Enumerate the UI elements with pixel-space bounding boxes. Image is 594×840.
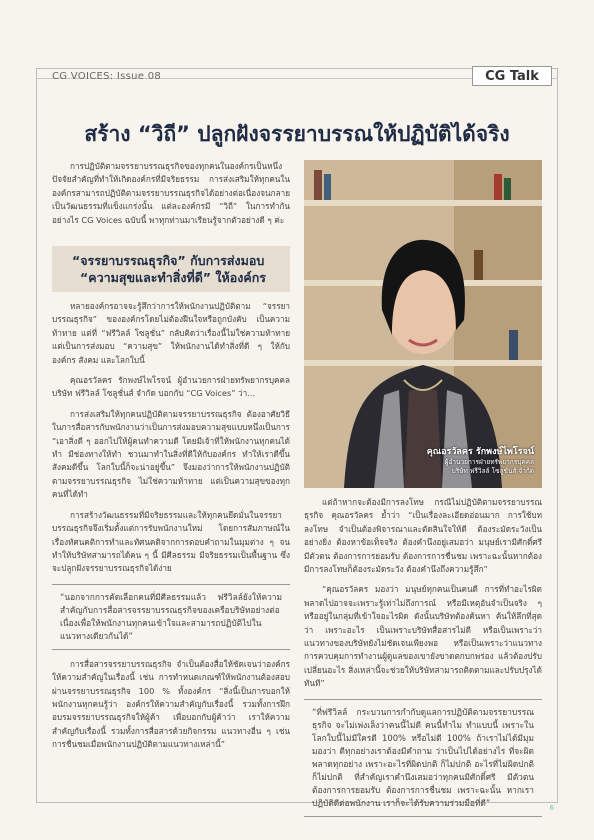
intro-column [52, 160, 290, 234]
right-paragraph: แต่ถ้าหากจะต้องมีการลงโทษ กรณีไม่ปฏิบัติตามจรรยาบรรณธุรกิจ คุณอรวัลคร ย้ำว่า “เป็นเรื่องละเอียดอ่อนมาก การใช้บทลงโทษ จำเป็นต้องพิจารณาและตัดสินใจให้ดี ต้องระมัดระวังเป็นอย่างยิ่ง ต้องหาข้อเท็จจริง ต้องคำนึงอยู่เสมอว่า มนุษย์เรามีศักดิ์ศรี มีตัวตน ต้องการการยอมรับ ต้องการการชื่นชม เพราะฉะนั้นหากต้องมีการลงโทษก็ต้องระมัดระวัง ต้องคำนึงถึงความรู้สึก” [304, 497, 542, 575]
page-number: 6 [549, 804, 554, 812]
callout-box [52, 246, 290, 292]
page-title: สร้าง “วิถี” ปลูกฝังจรรยาบรรณให้ปฏิบัติได้จริง [84, 122, 510, 146]
left-paragraph: การสร้างวัฒนธรรมที่มีจริยธรรมและให้ทุกคนยึดมั่นในจรรยาบรรณธุรกิจจึงเริ่มตั้งแต่การรับพนักงานใหม่ โดยการสัมภาษณ์ในเรื่องทัศนคติการทำและทัศนคติจากการตอบคำถามในมุมต่าง ๆ จนทำให้บริษัทสามารถได้คน ๆ นี้ มีศีลธรรม มีจริยธรรมเป็นพื้นฐาน ซึ่งจะปลูกฝังจรรยาบรรณธุรกิจได้ง่าย [52, 509, 290, 574]
callout-line-1: “จรรยาบรรณธุรกิจ” กับการส่งมอบ [72, 253, 265, 268]
photo-caption-company-line: บริษัท ฟรีวิลล์ โซลูชั่นส์ จำกัด [451, 467, 534, 475]
left-pull-quote: “นอกจากการคัดเลือกคนที่มีศีลธรรมแล้ว ฟรีวิลล์ยังให้ความสำคัญกับการสื่อสารจรรยาบรรณธุรกิจของเครือบริษัทอย่างต่อเนื่องเพื่อให้พนักงานทุกคนเข้าใจและสามารถปฏิบัติไปในแนวทางเดียวกันได้” [52, 584, 290, 650]
callout-line-2: “ความสุขและทำสิ่งที่ดี” ให้องค์กร [80, 270, 266, 285]
left-paragraph: การสื่อสารจรรยาบรรณธุรกิจ จำเป็นต้องสื่อให้ชัดเจนว่าองค์กรให้ความสำคัญในเรื่องนี้ เช่น การทำหนดเกณฑ์ให้พนักงานต้องสอบผ่านจรรยาบรรณธุรกิจ 100 % ทั้งองค์กร “สิ่งนี้เป็นการบอกให้พนักงานทุกคนรู้ว่า องค์กรให้ความสำคัญกับเรื่องนี้ รวมทั้งการฝึกอบรมจรรยาบรรณธุรกิจให้ผู้ค้า เพื่อบอกกับผู้ค้าว่า เราให้ความสำคัญกับเรื่องนี้ รวมทั้งการสื่อสารด้วยกิจกรรม แนวทางอื่น ๆ เช่น การชื่นชมเมื่อพนักงานปฏิบัติตามแนวทางเหล่านี้” [52, 658, 290, 750]
right-pull-quote: “ที่ฟรีวิลล์ กระบวนการกำกับดูแลการปฏิบัติตามจรรยาบรรณธุรกิจ จะไม่เพ่งเล็งว่าคนนี้ไม่ดี คนนี้ทำไม ทำแบบนี้ เพราะในโลกใบนี้ไม่มีใครดี 100% หรือไม่ดี 100% ถ้าเราไม่ได้มีมุมมองว่า ดีทุกอย่างเราต้องมีคำถาม ว่าเป็นไปได้อย่างไร ที่จะผิดพลาดทุกอย่าง เพราะอะไรที่ผิดปกติ ก็ไม่ปกติ อะไรที่ไม่ผิดปกติ ก็ไม่ปกติ ที่สำคัญเราคำนึงเสมอว่าทุกคนมีศักดิ์ศรี มีตัวตน ต้องการการยอมรับ ต้องการการชื่นชม เพราะฉะนั้น หากเราปฏิบัติดีต่อพนักงาน เราก็จะได้รับความร่วมมือที่ดี” [304, 699, 542, 817]
portrait-photo [304, 160, 542, 488]
portrait-illustration [304, 160, 542, 488]
issue-label: CG VOICES: Issue 08 [52, 71, 162, 82]
left-paragraph: การส่งเสริมให้ทุกคนปฏิบัติตามจรรยาบรรณธุรกิจ ต้องอาศัยวิธีในการสื่อสารกับพนักงานว่าเป็นการส่งมอบความสุขแบบหนึ่งเป็นการ “เอาสิ่งดี ๆ ออกไปให้ผู้คนทำความดี โดยมีเจ้าที่ให้พนักงานทุกคนได้ทำ มีช่องทางให้ทำ ชวนมาทำในสิ่งที่ดีให้กับองค์กร ทำให้เราดีขึ้น สังคมดีขึ้น โลกใบนี้ก็จะน่าอยู่ขึ้น” จึงมองว่าการให้พนักงานปฏิบัติตามจรรยาบรรณธุรกิจ ไม่ใช่ความท้าทาย แต่เป็นความสุขของทุกคนที่ได้ทำ [52, 408, 290, 500]
section-tag: CG Talk [472, 66, 552, 86]
left-paragraph: คุณอรวัลคร รักพงษ์ไพโรจน์ ผู้อำนวยการฝ่ายทรัพยากรบุคคล บริษัท ฟรีวิลล์ โซลูชั่นส์ จำกัด บอกกับ “CG Voices” ว่า... [52, 375, 290, 399]
photo-caption-name: คุณอรวัลคร รักพงษ์ไพโรจน์ [426, 447, 534, 457]
photo-caption-role-line: ผู้อำนวยการฝ่ายทรัพยากรบุคคล [444, 458, 534, 466]
intro-paragraph: การปฏิบัติตามจรรยาบรรณธุรกิจของทุกคนในองค์กรเป็นหนึ่งปัจจัยสำคัญที่ทำให้เกิดองค์กรที่มีจริยธรรม การส่งเสริมให้ทุกคนในองค์กรสามารถปฏิบัติตามจรรยาบรรณธุรกิจได้อย่างต่อเนื่องจนกลายเป็นวัฒนธรรมที่แข็งแกร่งนั้น แต่ละองค์กรมี “วิถี” ในการทำกันอย่างไร CG Voices ฉบับนี้ พาทุกท่านมาเรียนรู้จากตัวอย่างดี ๆ ค่ะ [52, 161, 290, 225]
left-paragraph: หลายองค์กรอาจจะรู้สึกว่าการให้พนักงานปฏิบัติตาม “จรรยาบรรณธุรกิจ” ขององค์กรโดยไม่ต้องฝืนใจหรือถูกบังคับ เป็นความท้าทาย แต่ที่ “ฟรีวิลล์ โซลูชั่น” กลับคิดว่าเรื่องนี้ไม่ใช่ความท้าทาย แต่เป็นการส่งมอบ “ความสุข” ให้พนักงานได้ทำสิ่งที่ดี ๆ ให้กับองค์กร สังคม และโลกใบนี้ [52, 301, 290, 365]
left-column [52, 300, 290, 759]
right-column [304, 496, 542, 825]
photo-caption-role [445, 458, 534, 476]
right-paragraph: “คุณอรวัลคร มองว่า มนุษย์ทุกคนเป็นคนดี การที่ทำอะไรผิดพลาดไปอาจจะเพราะรู้เท่าไม่ถึงการณ์ หรือมีเหตุอันจำเป็นจริง ๆ หรืออยู่ในกลุ่มที่เข้าใจอะไรผิด ดังนั้นบริษัทต้องค้นหา ค้นให้ลึกที่สุดว่า เพราะอะไร เป็นเพราะบริษัทสื่อสารไม่ดี หรือเป็นเพราะว่า แนวทางของบริษัทยังไม่ชัดเจนเพียงพอ หรือเป็นเพราะว่าแนวทางการควบคุมการทำงานผู้ดูแลของเขายังขาดตกบกพร่อง แล้วต้องปรับเปลี่ยนอะไร สิ่งเหล่านี้จะช่วยให้บริษัทสามารถติดตามและปรับปรุงได้ทันที” [304, 584, 542, 689]
